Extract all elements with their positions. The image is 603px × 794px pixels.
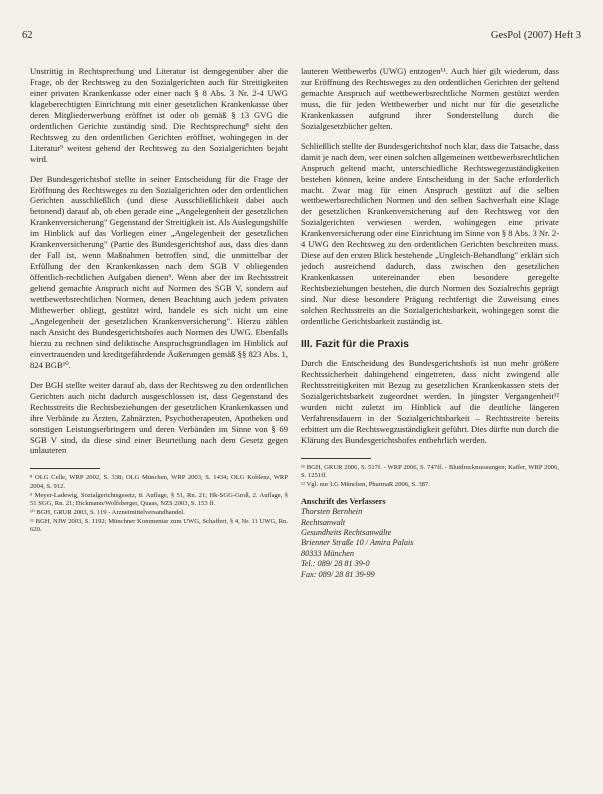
paragraph: Durch die Entscheidung des Bundesgerichtshofs ist nun mehr größere Rechtssicherheit dahingehend eingetreten, dass nicht zwingend alle Rechtsstreitigkeiten mit Bezug zu gesetzlichen Krankenkassen stets der Sozialgerichtsbarkeit zugeordnet werden. In jüngster Vergangenheit¹² wurden nicht zuletzt im Hinblick auf die deutliche längeren Verfahrensdauern in der Sozialgerichtsbarkeit – Rechtsstreite bereits erbittert um die Rechtswegzuständigkeit geführt. Dies dürfte nun durch die Klärung des Bundesgerichtshofes entbehrlich werden.: [301, 357, 559, 445]
author-address: [301, 497, 559, 580]
right-column: [301, 66, 559, 580]
paragraph: Der Bundesgerichtshof stellte in seiner Entscheidung für die Frage der Eröffnung des Rechtsweges zu den Sozialgerichten oder den ordentlichen Gerichten ausschließlich (und diese Ausschließlichkeit dabei auch betonend) darauf ab, ob eben gerade eine „Angelegenheit der gesetzlichen Krankenversicherung" Gegenstand der Streitigkeit ist. Als Auslegungshilfe im Hinblick auf das Vorliegen einer „Angelegenheit der gesetzlichen Krankenversicherung" (Partie des Bundesgerichtshof aus, dass dies dann der Fall ist, wenn Maßnahmen betroffen sind, die unmittelbar der Erfüllung der den Krankenkassen nach dem SGB V obliegenden öffentlich-rechtlichen Aufgaben dienen⁶. Wenn aber der im Rechtsstreit geltend gemachte Anspruch nicht auf Normen des SGB V, sondern auf wettbewerbsrechtlichen Normen, denen Beachtung auch jedem privaten Mitbewerber obliegt, gestützt wird, handele es sich nicht um eine „Angelegenheit der gesetzlichen Krankenversicherung". Hierzu zählen nach Ansicht des Bundesgerichtshofes auch Normen des UWG. Ebenfalls hierzu zu rechnen sind deliktische Anspruchsgrundlagen im Hinblick auf einvertrauenden und kreditgefährdende Äußerungen gemäß §§ 823 Abs. 1, 824 BGB¹⁰.: [30, 173, 288, 370]
footnote-divider: [301, 458, 371, 459]
address-label: Anschrift des Verfassers: [301, 496, 386, 506]
author-name: Thorsten Bernhein: [301, 507, 363, 517]
page-number: 62: [22, 30, 33, 41]
paragraph: Schließlich stellte der Bundesgerichtshof noch klar, dass die Tatsache, dass damit je nach dem, wer einen solchen allgemeinen wettbewerbsrechtlichen Anspruch geltend macht, unterschiedliche Rechtswegezuständigkeiten bestehen können, keine andere Entscheidung in der Sache erforderlich macht. Zwar mag für einen Anspruch gestützt auf die selben wettbewerbsrechtlichen Normen und den selben Sachverhalt eine Klage der gesetzlichen Krankenversicherung auf den Rechtsweg vor den Sozialgerichten verwiesen werden, wohingegen eine private Krankenversicherung oder eine Einrichtung im Sinne von § 8 Abs. 3 Nr. 2-4 UWG den Rechtsweg zu den ordentlichen Gerichten beschreiten muss. Diese auf den ersten Blick bestehende „Ungleich-Behandlung" erklärt sich jedoch ausreichend dadurch, dass zwischen den gesetzlichen Krankenkassen untereinander eben besondere geregelte Rechtsbeziehungen bestehen, die durch Normen des Sozialrechts geprägt sind. Nur diese besondere Prägung rechtfertigt die Zuweisung eines solchen Rechtsstreits an die Sozialgerichtsbarkeit, wohingegen sonst die ordentliche Gerichtsbarkeit zuständig ist.: [301, 140, 559, 326]
footnote: ¹² Vgl. nur LG München, PharmaR 2006, S. 387.: [301, 480, 430, 488]
section-heading: III. Fazit für die Praxis: [301, 337, 409, 350]
journal-reference: GesPol (2007) Heft 3: [490, 30, 581, 41]
footnote: ¹¹ BGH, NJW 2003, S. 1192; Münchner Kommentar zum UWG, Schaffert, § 4, Nr. 11 UWG, Rn. 620.: [30, 517, 288, 533]
paragraph: Der BGH stellte weiter darauf ab, dass der Rechtsweg zu den ordentlichen Gerichten auch nicht dadurch ausgeschlossen ist, dass Gegenstand des Rechtsstreits die Rechtsbeziehungen der gesetzlichen Krankenkassen und ihre Verbände zu Ärzten, Zahnärzten, Psychotherapeuten, Apotheken und sonstigen Leistungserbringern und deren Verbänden im Sinne von § 69 SGB V sind, da diese sind einer Beurteilung nach dem Gesetz gegen unlauteren: [30, 379, 288, 456]
left-column: [30, 66, 288, 535]
author-fax: Fax: 089/ 28 81 39-99: [301, 569, 375, 579]
footnote: ⁹ Meyer-Ladewig, Sozialgerichtsgesetz, 8. Auflage, § 51, Rn. 21; Hk-SGG-Groß, 2. Auflage, § 51 SGG, Rn. 21; Dickmann/Wolfsberger, Quaas, NZS 2003, S. 153 ff.: [30, 491, 288, 507]
author-tel: Tel.: 089/ 28 81 39-0: [301, 559, 370, 569]
author-title: Rechtsanwalt: [301, 517, 346, 527]
page-header: [22, 30, 581, 41]
footnote: ⁸ OLG Celle, WRP 2002, S. 338; OLG München, WRP 2003, S. 1434; OLG Koblenz, WRP 2004, S. 912.: [30, 474, 288, 490]
author-street: Brienner Straße 10 / Amira Palais: [301, 538, 414, 548]
paragraph: Unstrittig in Rechtsprechung und Literatur ist demgegenüber aber die Frage, ob der Rechtsweg zu den Sozialgerichten auch für Streitigkeiten einer privaten Krankenkasse oder einer nach § 8 Abs. 3 Nr. 2-4 UWG klageberechtigten Einrichtung mit einer gesetzlichen Krankenkasse über deren Mitgliederwerbung eröffnet ist oder ob gemäß § 13 GVG die ordentlichen Gerichte zuständig sind. Die Rechtsprechung⁸ sieht den Rechtsweg zu den ordentlichen Gerichten eröffnet, wohingegen in der Literatur⁹ weitest gehend der Rechtsweg zu den Sozialgerichten bejaht wird.: [30, 66, 288, 164]
footnote: ¹⁰ BGH, GRUR 2003, S. 119 - Arzneimittelversandhandel.: [30, 508, 185, 516]
footnote-divider: [30, 468, 100, 469]
paragraph: lauteren Wettbewerbs (UWG) entzogen¹¹. Auch hier gilt wiederum, dass zur Eröffnung des Rechtsweges zu den ordentlichen Gerichten der geltend gemachte Anspruch auf wettbewerbsrechtliche Normen gestützt werden muss, die für jeden Wettbewerber und nicht nur für die gesetzliche Krankenkassen aufgrund ihrer Sonderstellung durch die Sozialgesetzbücher gelten.: [301, 66, 559, 131]
author-firm: Gesundheits Rechtsanwälte: [301, 528, 392, 537]
author-city: 80333 München: [301, 548, 354, 558]
footnote: ¹¹ BGH, GRUR 2006, S. 517f. - WRP 2006, S. 747ff. - Blutdruckmessungen; Kaffer, WRP 2006, S. 1251ff.: [301, 463, 559, 479]
